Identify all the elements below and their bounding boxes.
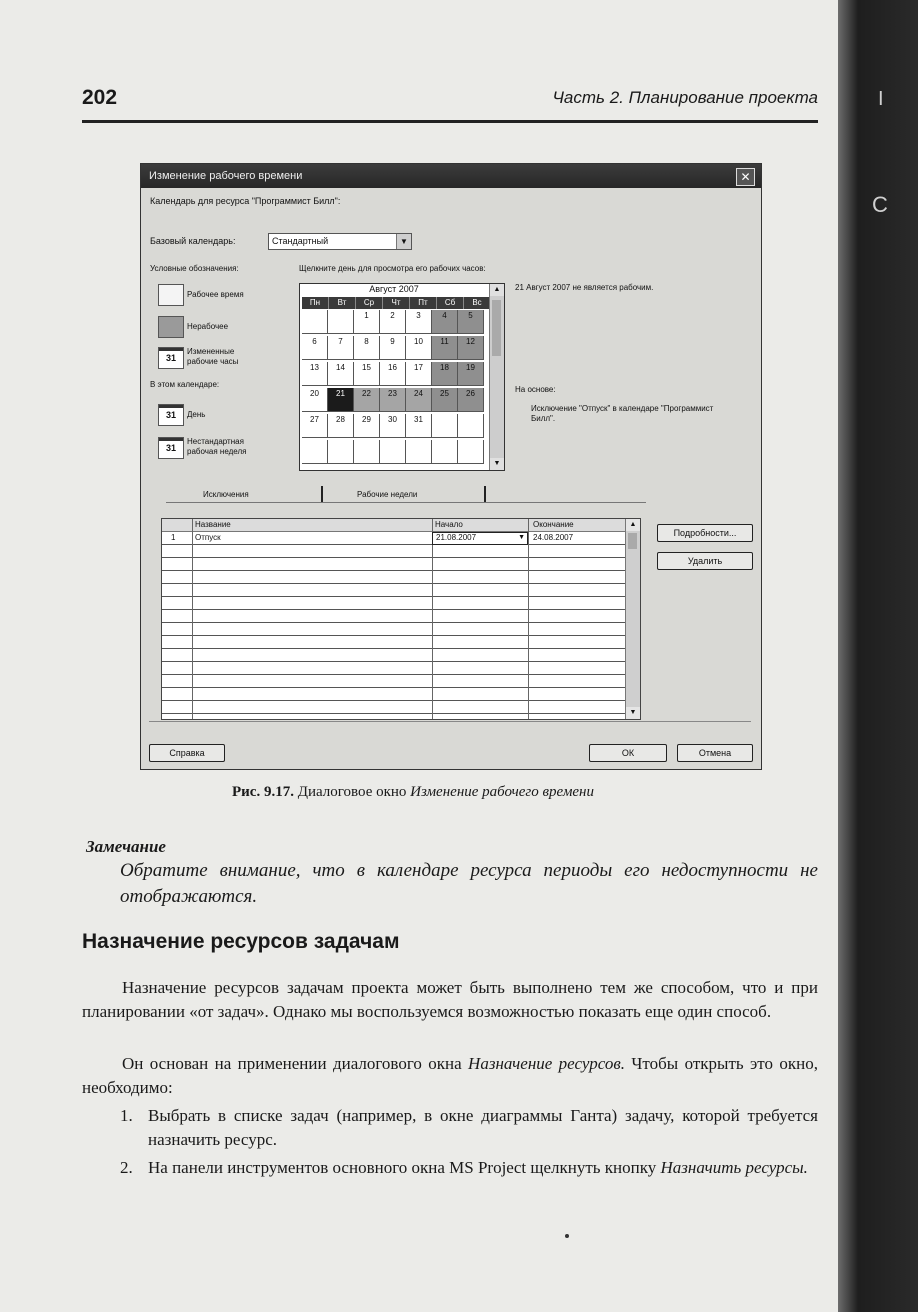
calendar-day[interactable] (328, 310, 354, 334)
calendar-day[interactable]: 15 (354, 362, 380, 386)
grid-scrollbar[interactable] (625, 519, 640, 719)
calendar-prompt: Щелкните день для просмотра его рабочих часов: (299, 264, 486, 273)
figure-label: Рис. 9.17. (232, 784, 294, 800)
scroll-up-icon[interactable]: ▲ (490, 284, 504, 296)
exception-name[interactable]: Отпуск (195, 533, 221, 542)
calendar-day[interactable] (354, 440, 380, 464)
calendar-day[interactable]: 21 (328, 388, 354, 412)
grid-row-line (162, 557, 626, 558)
list-number: 2. (120, 1158, 133, 1177)
chevron-down-icon: ▼ (518, 534, 525, 541)
base-calendar-label: Базовый календарь: (150, 236, 236, 246)
month-calendar[interactable] (299, 283, 505, 471)
list-text (148, 1156, 818, 1180)
chevron-down-icon: ▼ (396, 234, 411, 249)
in-calendar-title: В этом календаре: (150, 380, 220, 389)
legend-changed-swatch (158, 347, 184, 369)
next-page-glyph: I (878, 88, 884, 110)
calendar-day[interactable]: 26 (458, 388, 484, 412)
legend-working-swatch (158, 284, 184, 306)
grid-row-line (162, 570, 626, 571)
delete-button[interactable]: Удалить (657, 552, 753, 570)
weekday-label: Пн (302, 297, 329, 309)
calendar-day[interactable] (406, 440, 432, 464)
weekday-header (302, 297, 491, 309)
calendar-week (302, 362, 484, 386)
caption-text: Диалоговое окно (297, 784, 407, 800)
calendar-icon: 31 (159, 348, 183, 365)
tab-exceptions[interactable]: Исключения (203, 490, 249, 499)
scroll-down-icon[interactable]: ▼ (490, 458, 504, 470)
calendar-icon: 31 (159, 438, 183, 455)
grid-column-line (432, 519, 433, 719)
scroll-up-icon[interactable]: ▲ (626, 519, 640, 531)
dialog-title: Изменение рабочего времени (149, 170, 303, 182)
calendar-day[interactable]: 3 (406, 310, 432, 334)
weekday-label: Ср (356, 297, 383, 309)
scroll-thumb[interactable] (628, 533, 637, 549)
section-heading: Назначение ресурсов задачам (82, 930, 400, 953)
calendar-day[interactable] (458, 440, 484, 464)
help-button[interactable]: Справка (149, 744, 225, 762)
legend-label: Нерабочее (187, 322, 229, 331)
running-head: Часть 2. Планирование проекта (552, 88, 818, 107)
calendar-day[interactable]: 12 (458, 336, 484, 360)
grid-row-line (162, 596, 626, 597)
column-header-end: Окончание (533, 520, 574, 529)
list-text-part: На панели инструментов основного окна MS Project щелкнуть кнопку (148, 1158, 657, 1177)
calendar-month: Август 2007 (369, 284, 419, 294)
calendar-day[interactable]: 22 (354, 388, 380, 412)
calendar-day[interactable]: 27 (302, 414, 328, 438)
column-header-name: Название (195, 520, 231, 529)
calendar-day[interactable] (328, 440, 354, 464)
figure-caption (232, 784, 594, 801)
calendar-day[interactable]: 23 (380, 388, 406, 412)
grid-row-line (162, 700, 626, 701)
grid-row-line (162, 713, 626, 714)
grid-row-line (162, 687, 626, 688)
page-number: 202 (82, 86, 118, 109)
calendar-day[interactable]: 20 (302, 388, 328, 412)
calendar-day[interactable]: 30 (380, 414, 406, 438)
paragraph-text: Чтобы открыть это окно, необходимо: (82, 1054, 818, 1097)
start-date-input[interactable] (432, 532, 528, 545)
grid-header (162, 519, 626, 532)
exceptions-grid[interactable] (161, 518, 641, 720)
dialog-divider (149, 721, 751, 722)
grid-row-line (162, 661, 626, 662)
paragraph-italic: Назначение ресурсов. (468, 1054, 625, 1073)
grid-row-line (162, 583, 626, 584)
grid-row-line (162, 609, 626, 610)
list-italic: Назначить ресурсы. (660, 1158, 808, 1177)
calendar-day[interactable] (380, 440, 406, 464)
calendar-day[interactable]: 16 (380, 362, 406, 386)
based-on-text: Исключение "Отпуск" в календаре "Программист Билл". (531, 404, 714, 423)
legend-label: Нестандартная рабочая неделя (187, 437, 247, 456)
end-date-value[interactable]: 24.08.2007 (533, 533, 574, 542)
weekday-label: Вс (464, 297, 491, 309)
legend-day-swatch (158, 404, 184, 426)
cancel-button[interactable]: Отмена (677, 744, 753, 762)
scroll-thumb[interactable] (492, 300, 501, 356)
calendar-day[interactable] (302, 440, 328, 464)
calendar-day[interactable] (432, 414, 458, 438)
tab-separator (484, 486, 486, 502)
paragraph: Назначение ресурсов задачам проекта может быть выполнено тем же способом, что и при планировании «от задач». Однако мы воспользуемся возможностью показать еще один способ. (82, 978, 818, 1021)
calendar-week (302, 414, 484, 438)
grid-column-line (192, 519, 193, 719)
grid-row-line (162, 648, 626, 649)
resource-calendar-label: Календарь для ресурса "Программист Билл": (150, 196, 341, 206)
legend-label: Измененные рабочие часы (187, 347, 239, 366)
grid-row-line (162, 635, 626, 636)
stray-mark (565, 1234, 569, 1238)
calendar-day[interactable]: 5 (458, 310, 484, 334)
calendar-week (302, 388, 484, 412)
paragraph-text: Он основан на применении диалогового окна (122, 1054, 462, 1073)
weekday-label: Пт (410, 297, 437, 309)
legend-label: Рабочее время (187, 290, 244, 299)
dialog-titlebar (141, 164, 761, 188)
tab-work-weeks[interactable]: Рабочие недели (357, 490, 418, 499)
calendar-day[interactable]: 13 (302, 362, 328, 386)
calendar-day[interactable]: 2 (380, 310, 406, 334)
note-body: Обратите внимание, что в календаре ресурса периоды его недоступности не отображаются. (120, 860, 818, 907)
tabs-underline (166, 502, 646, 503)
calendar-day[interactable] (458, 414, 484, 438)
calendar-day[interactable]: 9 (380, 336, 406, 360)
note-title: Замечание (86, 837, 166, 856)
calendar-scrollbar[interactable] (489, 284, 504, 470)
legend-nonworking-swatch (158, 316, 184, 338)
calendar-icon: 31 (159, 405, 183, 422)
close-icon[interactable]: ✕ (736, 168, 755, 186)
header-rule (82, 120, 818, 123)
legend-label: День (187, 410, 206, 419)
grid-row-line (162, 544, 626, 545)
grid-column-line (528, 519, 529, 719)
calendar-week (302, 440, 484, 464)
grid-row-line (162, 622, 626, 623)
calendar-day[interactable]: 6 (302, 336, 328, 360)
legend-title: Условные обозначения: (150, 264, 239, 273)
weekday-label: Вт (329, 297, 356, 309)
calendar-day[interactable] (302, 310, 328, 334)
day-info-text: 21 Август 2007 не является рабочим. (515, 283, 654, 292)
change-working-time-dialog (140, 163, 762, 770)
start-date-value: 21.08.2007 (436, 533, 477, 542)
weekday-label: Чт (383, 297, 410, 309)
scroll-down-icon[interactable]: ▼ (626, 707, 640, 719)
calendar-day[interactable]: 25 (432, 388, 458, 412)
column-header-start: Начало (435, 520, 463, 529)
page-header (82, 86, 818, 120)
calendar-day[interactable]: 8 (354, 336, 380, 360)
base-calendar-value: Стандартный (272, 236, 329, 246)
calendar-day[interactable]: 7 (328, 336, 354, 360)
calendar-day[interactable]: 29 (354, 414, 380, 438)
details-button[interactable]: Подробности... (657, 524, 753, 542)
calendar-day[interactable]: 31 (406, 414, 432, 438)
next-page-glyph: C (872, 192, 888, 217)
calendar-day[interactable]: 18 (432, 362, 458, 386)
weekday-label: Сб (437, 297, 464, 309)
tab-separator (321, 486, 323, 502)
caption-italic: Изменение рабочего времени (410, 784, 595, 800)
calendar-week (302, 336, 484, 360)
list-number: 1. (120, 1106, 133, 1125)
based-on-label: На основе: (515, 385, 556, 394)
list-text: Выбрать в списке задач (например, в окне диаграммы Ганта) задачу, которой требуется назначить ресурс. (148, 1106, 818, 1149)
calendar-day[interactable]: 11 (432, 336, 458, 360)
calendar-day[interactable]: 4 (432, 310, 458, 334)
paragraph (82, 1052, 818, 1100)
calendar-day[interactable]: 14 (328, 362, 354, 386)
calendar-week (302, 310, 484, 334)
next-page-edge (838, 0, 918, 1312)
calendar-day[interactable] (432, 440, 458, 464)
base-calendar-select[interactable] (268, 233, 412, 250)
ok-button[interactable]: ОК (589, 744, 667, 762)
legend-week-swatch (158, 437, 184, 459)
calendar-day[interactable]: 17 (406, 362, 432, 386)
calendar-day[interactable]: 1 (354, 310, 380, 334)
grid-row-line (162, 674, 626, 675)
calendar-day[interactable]: 24 (406, 388, 432, 412)
calendar-day[interactable]: 28 (328, 414, 354, 438)
calendar-day[interactable]: 10 (406, 336, 432, 360)
calendar-day[interactable]: 19 (458, 362, 484, 386)
row-number: 1 (171, 533, 176, 542)
